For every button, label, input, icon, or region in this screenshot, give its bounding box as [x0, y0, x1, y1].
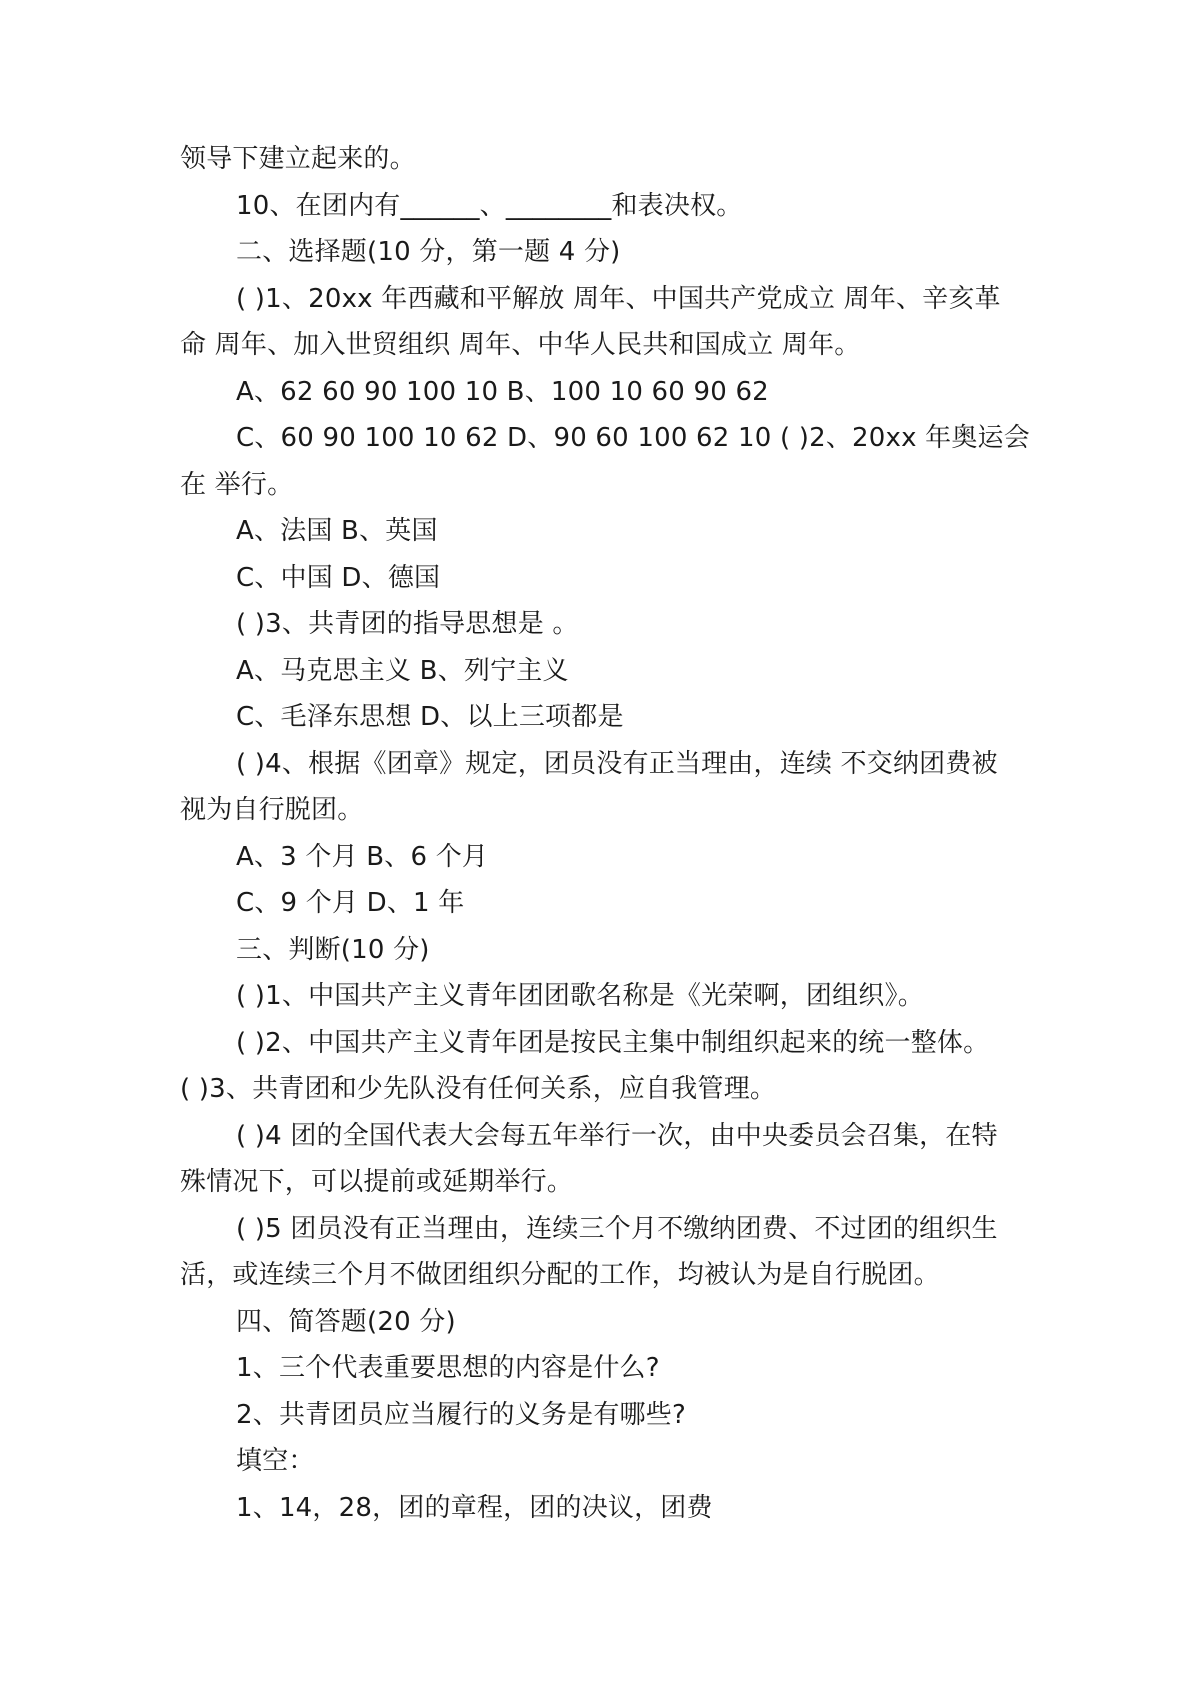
option-line: C、毛泽东思想 D、以上三项都是 — [236, 702, 624, 732]
question-line: ( )5 团员没有正当理由，连续三个月不缴纳团费、不过团的组织生 — [236, 1213, 998, 1244]
question-line: ( )4、根据《团章》规定，团员没有正当理由，连续 不交纳团费被 — [236, 748, 998, 779]
option-line: C、9 个月 D、1 年 — [236, 888, 465, 918]
document-body — [180, 136, 1030, 1531]
option-line: C、60 90 100 10 62 D、90 60 100 62 10 ( )2、20xx 年奥运会 — [236, 423, 1030, 453]
question-line: 1、三个代表重要思想的内容是什么? — [236, 1353, 660, 1383]
question-line: 在 举行。 — [180, 469, 294, 500]
question-line: ( )4 团的全国代表大会每五年举行一次，由中央委员会召集，在特 — [236, 1120, 998, 1151]
question-line: 视为自行脱团。 — [180, 795, 364, 825]
option-line: C、中国 D、德国 — [236, 562, 441, 593]
option-line: A、3 个月 B、6 个月 — [236, 841, 489, 872]
question-line: ( )1、20xx 年西藏和平解放 周年、中国共产党成立 周年、辛亥革 — [236, 283, 1001, 314]
question-line: ( )2、中国共产主义青年团是按民主集中制组织起来的统一整体。 — [236, 1027, 990, 1058]
option-line: A、马克思主义 B、列宁主义 — [236, 655, 569, 686]
question-line: 活，或连续三个月不做团组织分配的工作，均被认为是自行脱团。 — [180, 1260, 940, 1290]
option-line: A、法国 B、英国 — [236, 516, 438, 546]
question-line: ( )3、共青团的指导思想是 。 — [236, 609, 579, 639]
answer-line: 1、14，28，团的章程，团的决议，团费 — [236, 1492, 713, 1523]
question-line: 2、共青团员应当履行的义务是有哪些? — [236, 1399, 686, 1430]
text-line: 10、在团内有______、________和表决权。 — [236, 190, 743, 221]
section-heading: 四、简答题(20 分) — [236, 1306, 456, 1337]
section-heading: 填空： — [236, 1446, 315, 1476]
question-line: 殊情况下，可以提前或延期举行。 — [180, 1167, 574, 1197]
option-line: A、62 60 90 100 10 B、100 10 60 90 62 — [236, 376, 769, 407]
text-line: 领导下建立起来的。 — [180, 144, 416, 174]
section-heading: 二、选择题(10 分，第一题 4 分) — [236, 237, 621, 267]
question-line: ( )1、中国共产主义青年团团歌名称是《光荣啊，团组织》。 — [236, 981, 924, 1011]
question-line: 命 周年、加入世贸组织 周年、中华人民共和国成立 周年。 — [180, 330, 861, 360]
question-line: ( )3、共青团和少先队没有任何关系，应自我管理。 — [180, 1074, 777, 1104]
section-heading: 三、判断(10 分) — [236, 934, 430, 965]
